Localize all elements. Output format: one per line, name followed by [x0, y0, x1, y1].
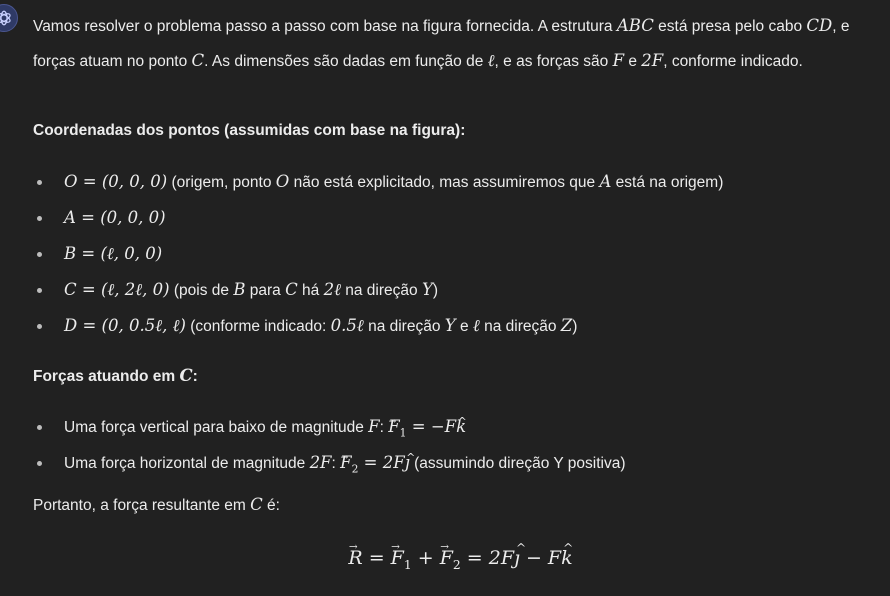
list-item: [33, 236, 723, 272]
list-item: [33, 409, 626, 445]
point-d: D = (0, 0.5ℓ, ℓ): [64, 316, 186, 335]
point-b: B = (ℓ, 0, 0): [64, 244, 163, 263]
math-2f: 2F: [641, 51, 664, 70]
heading-text: :: [192, 368, 198, 385]
math-var: C: [285, 280, 298, 299]
item-text: Uma força horizontal de magnitude: [64, 455, 310, 472]
item-text: para: [245, 282, 286, 299]
math-text: +: [411, 547, 440, 569]
intro-text: Vamos resolver o problema passo a passo com base na figura fornecida. A estrutura: [33, 18, 617, 35]
intro-paragraph: [33, 0, 888, 79]
intro-text: , e as forças são: [494, 53, 613, 70]
subscript: 2: [452, 557, 461, 572]
vector-symbol: F →: [388, 409, 399, 445]
assistant-avatar: [0, 4, 18, 32]
item-text: na direção: [479, 318, 561, 335]
math-text: =: [362, 547, 391, 569]
intro-text: , e forças atuam no ponto: [33, 18, 850, 70]
math-abc: ABC: [616, 16, 654, 35]
item-text: ): [572, 318, 578, 335]
unit-vector: ȷ ^: [514, 547, 520, 569]
item-text: está na origem): [611, 174, 724, 191]
coordinates-list: [33, 164, 723, 344]
subscript: 2: [351, 462, 359, 476]
math-text: − F: [519, 547, 562, 569]
vector-symbol: R →: [348, 547, 362, 569]
point-c: C = (ℓ, 2ℓ, 0): [64, 280, 170, 299]
item-text: ): [432, 282, 439, 299]
unit-vector: ȷ ^: [405, 445, 410, 481]
math-var: 2F: [309, 453, 332, 472]
math-var: Y: [421, 280, 433, 299]
intro-text: , conforme indicado.: [663, 53, 803, 70]
heading-text: Forças atuando em: [33, 368, 180, 385]
intro-text: e: [624, 53, 642, 70]
math-var: ℓ: [472, 316, 480, 335]
unit-vector: k ^: [456, 409, 466, 445]
intro-text: está presa pelo cabo: [653, 18, 807, 35]
math-c: C: [191, 51, 205, 70]
forces-list: [33, 409, 626, 481]
item-text: não está explicitado, mas assumiremos que: [289, 174, 600, 191]
unit-vector: k ^: [561, 547, 573, 569]
item-text: na direção: [340, 282, 422, 299]
point-a: A = (0, 0, 0): [64, 208, 166, 227]
math-text: = 2F: [460, 547, 515, 569]
math-text: = −F: [406, 417, 457, 436]
math-cd: CD: [806, 16, 833, 35]
subscript: 1: [403, 557, 412, 572]
assistant-message: [33, 0, 888, 572]
list-item: [33, 164, 723, 200]
list-item: [33, 308, 723, 344]
paragraph-text: é:: [262, 497, 280, 514]
math-var: C: [250, 495, 263, 514]
math-var: F: [368, 417, 380, 436]
item-text: (origem, ponto: [167, 174, 276, 191]
item-text: (pois de: [169, 282, 234, 299]
list-item: [33, 200, 723, 236]
item-text: Uma força vertical para baixo de magnitude: [64, 419, 369, 436]
math-text: = 2F: [358, 453, 405, 472]
item-text: (assumindo direção Y positiva): [409, 455, 626, 472]
point-o: O = (0, 0, 0): [64, 172, 168, 191]
result-paragraph: [33, 495, 280, 515]
math-var: A: [599, 172, 612, 191]
math-var: Z: [560, 316, 573, 335]
vector-symbol: F →: [440, 547, 453, 569]
math-f: F: [612, 51, 625, 70]
vector-symbol: F →: [340, 445, 351, 481]
list-item: [33, 445, 626, 481]
math-ell: ℓ: [487, 51, 495, 70]
math-var: O: [275, 172, 290, 191]
item-text: :: [379, 419, 389, 436]
force-f1-equation: [388, 417, 467, 440]
coordinates-heading: Coordenadas dos pontos (assumidas com base na figura):: [33, 122, 466, 139]
paragraph-text: Portanto, a força resultante em: [33, 497, 251, 514]
math-var: Y: [444, 316, 456, 335]
math-var: C: [179, 366, 193, 385]
math-var: 2ℓ: [323, 280, 341, 299]
item-text: na direção: [363, 318, 445, 335]
item-text: (conforme indicado:: [185, 318, 331, 335]
intro-text: . As dimensões são dadas em função de: [204, 53, 488, 70]
resultant-equation: [33, 547, 888, 572]
force-f2-equation: [340, 453, 410, 476]
subscript: 1: [399, 426, 407, 440]
vector-symbol: F →: [391, 547, 404, 569]
openai-logo-icon: [0, 9, 13, 27]
list-item: [33, 272, 723, 308]
math-var: 0.5ℓ: [330, 316, 364, 335]
item-text: :: [331, 455, 341, 472]
math-var: B: [233, 280, 246, 299]
forces-heading: [33, 366, 198, 386]
item-text: e: [455, 318, 473, 335]
item-text: há: [297, 282, 324, 299]
